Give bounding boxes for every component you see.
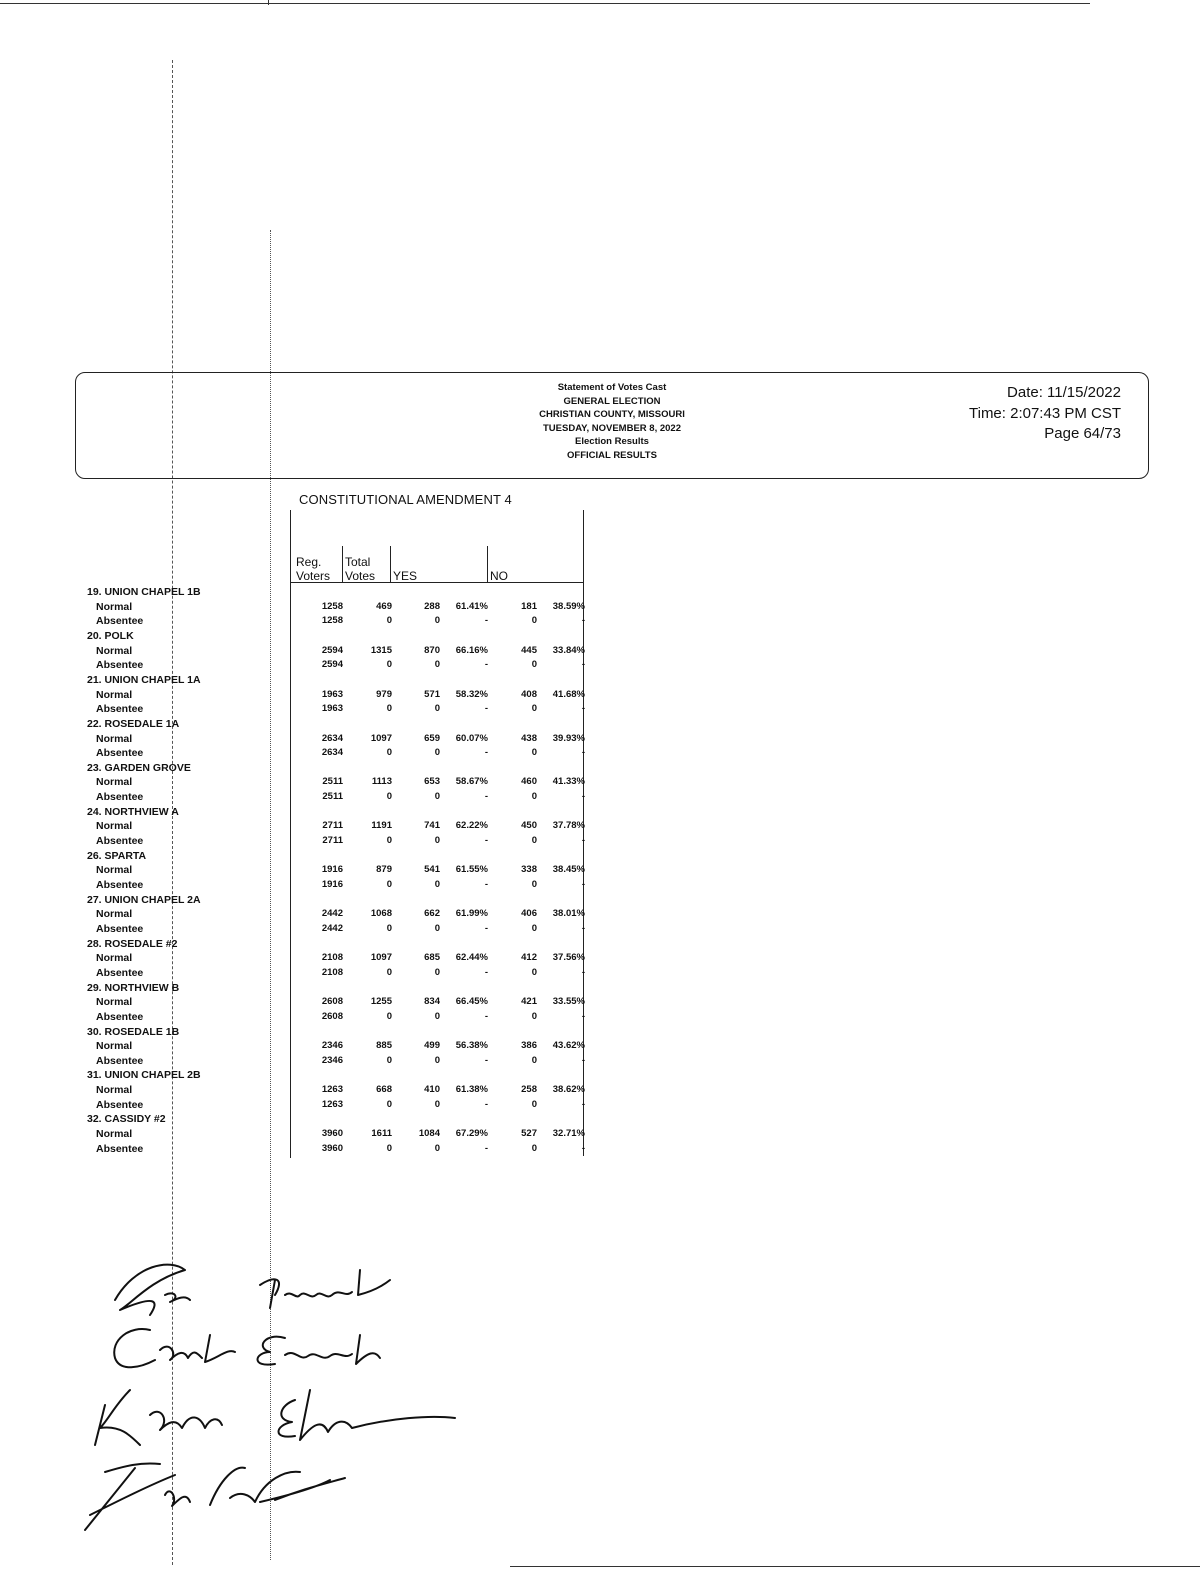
vote-type: Absentee (96, 1142, 144, 1155)
yes-percent-cell: - (484, 791, 488, 803)
header-line: Statement of Votes Cast (557, 382, 667, 393)
yes-percent-cell: - (484, 703, 488, 715)
table-row (0, 879, 600, 893)
yes-votes-cell: 0 (434, 879, 440, 890)
precinct-name-row (0, 1069, 600, 1083)
vote-type: Absentee (96, 659, 144, 672)
no-percent-cell: 38.01% (552, 908, 585, 920)
header-line: CHRISTIAN COUNTY, MISSOURI (539, 409, 685, 421)
table-row (0, 1099, 600, 1113)
header-line: OFFICIAL RESULTS (567, 449, 657, 461)
yes-percent-cell: 61.41% (455, 600, 488, 612)
report-time: Time: 2:07:43 PM CST (969, 404, 1121, 422)
contest-title: CONSTITUTIONAL AMENDMENT 4 (299, 492, 512, 507)
vote-type: Absentee (96, 615, 144, 628)
precinct-name: 31. UNION CHAPEL 2B (87, 1069, 201, 1082)
vote-type: Absentee (96, 835, 144, 848)
reg-voters-cell: 1916 (321, 879, 343, 890)
yes-percent-cell: - (484, 835, 488, 847)
yes-percent-cell: - (484, 1098, 488, 1110)
yes-votes-cell: 870 (424, 644, 440, 656)
yes-votes-cell: 499 (424, 1040, 440, 1052)
total-votes-cell: 0 (386, 1010, 392, 1022)
reg-voters-cell: 2594 (321, 644, 343, 656)
no-votes-cell: 0 (531, 1054, 537, 1066)
table-row (0, 645, 600, 659)
no-votes-cell: 527 (521, 1128, 537, 1140)
header-line: TUESDAY, NOVEMBER 8, 2022 (543, 422, 681, 434)
reg-voters-cell: 1263 (321, 1098, 343, 1110)
reg-voters-cell: 1258 (321, 600, 343, 612)
table-row (0, 601, 600, 615)
precinct-name-row (0, 674, 600, 688)
precinct-name-row (0, 894, 600, 908)
total-votes-cell: 0 (386, 1098, 392, 1110)
yes-votes-cell: 0 (434, 966, 440, 978)
yes-votes-cell: 571 (424, 688, 440, 700)
total-votes-cell: 879 (376, 864, 392, 876)
no-percent-cell: - (581, 1142, 585, 1154)
no-percent-cell: - (581, 1010, 585, 1022)
precinct-name: 20. POLK (87, 629, 134, 642)
table-row (0, 967, 600, 981)
vote-type: Normal (96, 1040, 133, 1053)
yes-percent-cell: - (484, 1010, 488, 1022)
no-votes-cell: 450 (521, 820, 537, 832)
vote-type: Normal (96, 776, 133, 789)
no-percent-cell: - (581, 1098, 585, 1110)
no-votes-cell: 438 (521, 732, 537, 744)
yes-percent-cell: 66.16% (455, 644, 488, 656)
no-votes-cell: 0 (531, 966, 537, 978)
total-votes-cell: 1113 (371, 776, 392, 788)
vote-type: Normal (96, 1084, 133, 1097)
yes-votes-cell: 662 (424, 908, 440, 920)
header-line: Election Results (575, 436, 649, 448)
yes-votes-cell: 1084 (418, 1128, 440, 1140)
yes-votes-cell: 288 (424, 600, 440, 612)
reg-voters-cell: 2511 (322, 776, 343, 788)
yes-percent-cell: 58.32% (455, 688, 488, 700)
scan-bottom-line (510, 1566, 1200, 1567)
yes-votes-cell: 0 (434, 835, 440, 847)
no-votes-cell: 460 (521, 776, 537, 788)
yes-percent-cell: 61.99% (455, 908, 488, 920)
header-line: GENERAL ELECTION (563, 395, 661, 407)
no-votes-cell: 386 (521, 1040, 537, 1052)
precinct-name-row (0, 586, 600, 600)
vote-type: Normal (96, 688, 133, 701)
precinct-name-row (0, 718, 600, 732)
precinct-name: 30. ROSEDALE 1B (87, 1025, 180, 1038)
yes-votes-cell: 410 (424, 1084, 440, 1096)
no-percent-cell: 41.68% (552, 688, 585, 700)
report-page: Page 64/73 (1044, 425, 1121, 442)
yes-votes-cell: 653 (424, 776, 440, 788)
total-votes-cell: 1315 (370, 644, 392, 656)
vote-type: Normal (96, 600, 133, 613)
yes-percent-cell: - (484, 879, 488, 890)
precinct-name-row (0, 982, 600, 996)
total-votes-cell: 0 (386, 747, 392, 759)
vote-type: Absentee (96, 747, 144, 760)
yes-votes-cell: 0 (434, 615, 440, 627)
vote-type: Absentee (96, 1010, 144, 1023)
table-row (0, 1084, 600, 1098)
header-divider (487, 546, 488, 583)
col-header-total-line1: Total (345, 555, 371, 569)
reg-voters-cell: 2711 (322, 820, 343, 832)
total-votes-cell: 1097 (370, 732, 392, 744)
precinct-name-row (0, 850, 600, 864)
vote-type: Absentee (96, 791, 144, 804)
report-header-box (75, 372, 1149, 479)
yes-percent-cell: - (484, 1054, 488, 1066)
precinct-name-row (0, 938, 600, 952)
signature-4 (85, 1463, 345, 1530)
yes-votes-cell: 0 (434, 922, 440, 934)
total-votes-cell: 0 (386, 1142, 392, 1154)
yes-percent-cell: 67.29% (455, 1128, 488, 1140)
total-votes-cell: 0 (386, 659, 392, 671)
col-header-reg-voters (296, 555, 330, 583)
yes-votes-cell: 0 (434, 1054, 440, 1066)
col-header-total-votes (345, 555, 375, 583)
vote-type: Absentee (96, 1054, 144, 1067)
yes-percent-cell: 58.67% (455, 776, 488, 788)
vote-type: Normal (96, 952, 133, 965)
precinct-name: 32. CASSIDY #2 (87, 1113, 166, 1126)
yes-votes-cell: 541 (424, 864, 440, 876)
precinct-name: 19. UNION CHAPEL 1B (87, 586, 201, 598)
yes-percent-cell: - (484, 659, 488, 671)
table-row (0, 615, 600, 629)
no-votes-cell: 0 (531, 879, 537, 890)
col-header-reg-line1: Reg. (296, 555, 322, 569)
vote-type: Normal (96, 864, 133, 877)
no-votes-cell: 338 (521, 864, 537, 876)
report-date: Date: 11/15/2022 (1007, 384, 1121, 401)
header-underline (290, 582, 583, 583)
total-votes-cell: 1191 (371, 820, 392, 832)
yes-percent-cell: 60.07% (455, 732, 488, 744)
vote-type: Absentee (96, 922, 144, 935)
yes-votes-cell: 659 (424, 732, 440, 744)
reg-voters-cell: 2442 (321, 922, 343, 934)
precinct-name: 28. ROSEDALE #2 (87, 937, 178, 950)
yes-percent-cell: - (484, 966, 488, 978)
yes-percent-cell: - (484, 922, 488, 934)
table-row (0, 996, 600, 1010)
signature-2 (114, 1329, 380, 1367)
table-row (0, 952, 600, 966)
reg-voters-cell: 3960 (321, 1142, 343, 1154)
no-percent-cell: - (581, 659, 585, 671)
vote-type: Absentee (96, 879, 144, 891)
table-row (0, 1011, 600, 1025)
signatures (60, 1240, 480, 1540)
precinct-name: 21. UNION CHAPEL 1A (87, 673, 201, 686)
precinct-name: 26. SPARTA (87, 849, 147, 862)
vote-type: Absentee (96, 966, 144, 979)
total-votes-cell: 1068 (370, 908, 392, 920)
no-percent-cell: 39.93% (552, 732, 585, 744)
vote-type: Normal (96, 732, 133, 745)
reg-voters-cell: 2634 (321, 732, 343, 744)
table-row (0, 733, 600, 747)
yes-votes-cell: 0 (434, 1010, 440, 1022)
table-row (0, 659, 600, 673)
vote-type: Absentee (96, 1098, 144, 1111)
table-row (0, 791, 600, 805)
no-percent-cell: 32.71% (552, 1128, 585, 1140)
reg-voters-cell: 2711 (322, 835, 343, 847)
table-row (0, 908, 600, 922)
no-percent-cell: 41.33% (552, 776, 585, 788)
precinct-name: 27. UNION CHAPEL 2A (87, 893, 201, 906)
no-votes-cell: 0 (531, 1098, 537, 1110)
no-votes-cell: 0 (531, 1010, 537, 1022)
table-row (0, 689, 600, 703)
vote-type: Absentee (96, 703, 144, 716)
report-meta (969, 383, 1121, 445)
reg-voters-cell: 2442 (321, 908, 343, 920)
table-row (0, 864, 600, 878)
total-votes-cell: 0 (386, 966, 392, 978)
total-votes-cell: 0 (386, 703, 392, 715)
no-votes-cell: 181 (521, 600, 537, 612)
vote-type: Normal (96, 644, 133, 657)
total-votes-cell: 0 (386, 1054, 392, 1066)
yes-percent-cell: - (484, 615, 488, 627)
reg-voters-cell: 2108 (321, 952, 343, 964)
no-percent-cell: - (581, 791, 585, 803)
no-votes-cell: 0 (531, 922, 537, 934)
vote-type: Normal (96, 996, 133, 1009)
no-percent-cell: 37.78% (552, 820, 585, 832)
reg-voters-cell: 2346 (321, 1040, 343, 1052)
total-votes-cell: 1255 (370, 996, 392, 1008)
reg-voters-cell: 2608 (321, 996, 343, 1008)
no-votes-cell: 412 (521, 952, 537, 964)
yes-percent-cell: 66.45% (455, 996, 488, 1008)
yes-votes-cell: 741 (424, 820, 440, 832)
total-votes-cell: 0 (386, 615, 392, 627)
no-percent-cell: - (581, 922, 585, 934)
total-votes-cell: 0 (386, 879, 392, 890)
total-votes-cell: 885 (376, 1040, 392, 1052)
table-row (0, 820, 600, 834)
precinct-name-row (0, 1026, 600, 1040)
col-header-total-line2: Votes (345, 569, 376, 583)
no-percent-cell: 37.56% (552, 952, 585, 964)
precinct-name: 24. NORTHVIEW A (87, 805, 179, 818)
no-votes-cell: 408 (521, 688, 537, 700)
reg-voters-cell: 2511 (322, 791, 343, 803)
no-votes-cell: 445 (521, 644, 537, 656)
no-percent-cell: 33.55% (552, 996, 585, 1008)
scan-top-tick (268, 0, 269, 5)
col-header-yes: YES (393, 569, 418, 583)
total-votes-cell: 1611 (371, 1128, 392, 1140)
reg-voters-cell: 1963 (321, 688, 343, 700)
precinct-name: 22. ROSEDALE 1A (87, 717, 180, 730)
no-votes-cell: 0 (531, 1142, 537, 1154)
reg-voters-cell: 1963 (321, 703, 343, 715)
signature-1 (115, 1265, 390, 1315)
yes-votes-cell: 0 (434, 791, 440, 803)
reg-voters-cell: 1263 (321, 1084, 343, 1096)
table-row (0, 1055, 600, 1069)
vote-type: Normal (96, 820, 133, 833)
table-row (0, 835, 600, 849)
no-percent-cell: - (581, 747, 585, 759)
col-header-no: NO (490, 569, 508, 583)
total-votes-cell: 1097 (370, 952, 392, 964)
reg-voters-cell: 2634 (321, 747, 343, 759)
precinct-name-row (0, 762, 600, 776)
table-row (0, 703, 600, 717)
yes-votes-cell: 0 (434, 747, 440, 759)
reg-voters-cell: 1258 (321, 615, 343, 627)
reg-voters-cell: 2346 (321, 1054, 343, 1066)
yes-percent-cell: 56.38% (455, 1040, 488, 1052)
no-percent-cell: - (581, 703, 585, 715)
no-votes-cell: 0 (531, 615, 537, 627)
reg-voters-cell: 2608 (321, 1010, 343, 1022)
no-votes-cell: 421 (521, 996, 537, 1008)
scan-top-line (0, 3, 1090, 4)
yes-percent-cell: - (484, 747, 488, 759)
reg-voters-cell: 3960 (321, 1128, 343, 1140)
yes-votes-cell: 0 (434, 659, 440, 671)
no-percent-cell: - (581, 835, 585, 847)
no-percent-cell: 38.45% (552, 864, 585, 876)
yes-votes-cell: 0 (434, 1098, 440, 1110)
vote-type: Normal (96, 908, 133, 921)
table-row (0, 1143, 600, 1157)
no-percent-cell: - (581, 615, 585, 627)
yes-votes-cell: 0 (434, 1142, 440, 1154)
table-row (0, 747, 600, 761)
table-row (0, 923, 600, 937)
col-header-reg-line2: Voters (296, 569, 331, 583)
no-percent-cell: - (581, 966, 585, 978)
yes-votes-cell: 685 (424, 952, 440, 964)
no-votes-cell: 0 (531, 659, 537, 671)
precinct-name: 23. GARDEN GROVE (87, 761, 191, 774)
table-row (0, 1040, 600, 1054)
yes-votes-cell: 834 (424, 996, 440, 1008)
no-percent-cell: 38.59% (552, 600, 585, 612)
total-votes-cell: 0 (386, 835, 392, 847)
reg-voters-cell: 2108 (321, 966, 343, 978)
no-percent-cell: - (581, 879, 585, 890)
no-percent-cell: 38.62% (552, 1084, 585, 1096)
table-row (0, 1128, 600, 1142)
header-divider (390, 546, 391, 583)
precinct-name-row (0, 806, 600, 820)
no-votes-cell: 406 (521, 908, 537, 920)
vote-type: Normal (96, 1128, 133, 1141)
yes-percent-cell: 62.22% (455, 820, 488, 832)
no-percent-cell: 43.62% (552, 1040, 585, 1052)
total-votes-cell: 0 (386, 791, 392, 803)
no-votes-cell: 258 (521, 1084, 537, 1096)
total-votes-cell: 979 (376, 688, 392, 700)
yes-percent-cell: 61.55% (455, 864, 488, 876)
signature-3 (95, 1390, 455, 1445)
reg-voters-cell: 1916 (321, 864, 343, 876)
total-votes-cell: 0 (386, 922, 392, 934)
no-percent-cell: 33.84% (552, 644, 585, 656)
no-percent-cell: - (581, 1054, 585, 1066)
total-votes-cell: 469 (376, 600, 392, 612)
reg-voters-cell: 2594 (321, 659, 343, 671)
yes-percent-cell: - (484, 1142, 488, 1154)
total-votes-cell: 668 (376, 1084, 392, 1096)
precinct-name: 29. NORTHVIEW B (87, 981, 180, 994)
no-votes-cell: 0 (531, 703, 537, 715)
no-votes-cell: 0 (531, 747, 537, 759)
precinct-name-row (0, 1113, 600, 1127)
yes-percent-cell: 62.44% (455, 952, 488, 964)
yes-votes-cell: 0 (434, 703, 440, 715)
table-row (0, 776, 600, 790)
no-votes-cell: 0 (531, 835, 537, 847)
yes-percent-cell: 61.38% (455, 1084, 488, 1096)
header-divider (342, 546, 343, 583)
precinct-name-row (0, 630, 600, 644)
no-votes-cell: 0 (531, 791, 537, 803)
